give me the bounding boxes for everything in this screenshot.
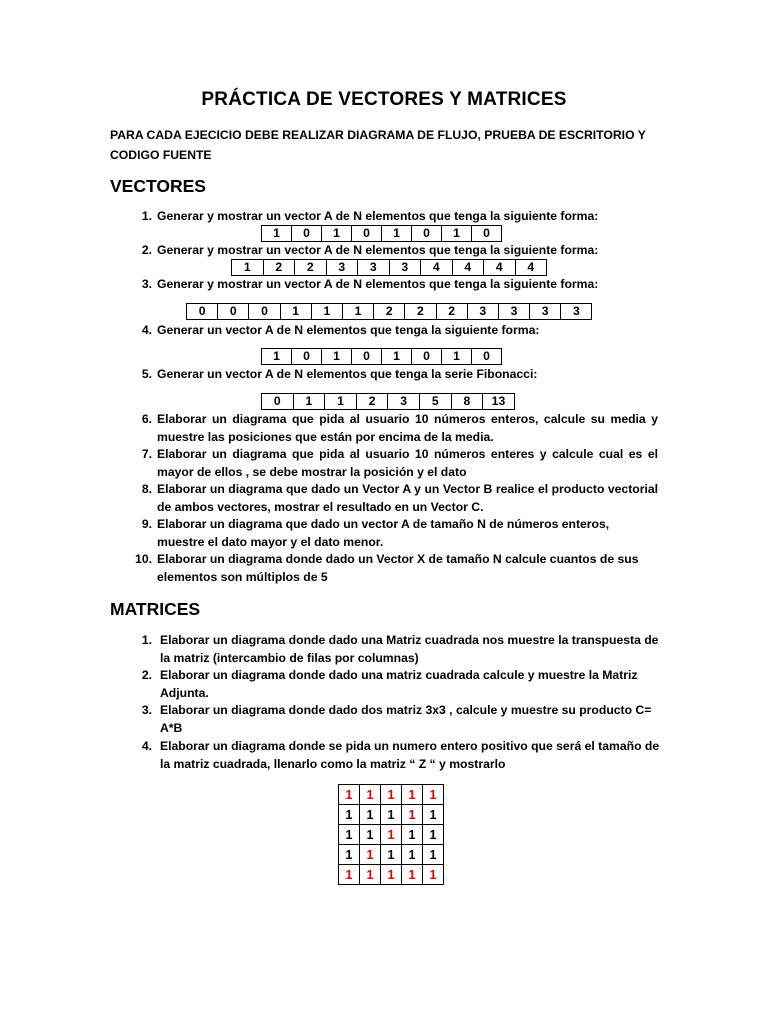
vector-cell: 0 — [412, 226, 442, 242]
matrix-cell: 1 — [381, 825, 402, 845]
item-number: 9. — [141, 517, 152, 531]
matrix-cell: 1 — [360, 805, 381, 825]
item-number: 6. — [141, 412, 152, 426]
vector-5-table — [261, 393, 515, 410]
section-heading-matrices: MATRICES — [110, 599, 201, 619]
matrix-cell: 1 — [360, 825, 381, 845]
matrix-cell: 1 — [423, 805, 444, 825]
vector-cell: 0 — [472, 349, 502, 365]
vector-3-table — [186, 303, 592, 320]
list-item — [130, 242, 658, 260]
vector-cell: 1 — [382, 226, 412, 242]
vector-cell: 2 — [263, 260, 295, 276]
vector-cell: 3 — [467, 304, 498, 320]
vector-cell: 0 — [412, 349, 442, 365]
item-number: 7. — [141, 447, 152, 461]
matrix-cell: 1 — [423, 865, 444, 885]
vector-cell: 4 — [421, 260, 453, 276]
list-item — [130, 208, 658, 226]
list-item — [130, 667, 664, 702]
list-item — [130, 411, 658, 446]
matrix-cell: 1 — [423, 845, 444, 865]
vector-1-table — [261, 225, 502, 242]
list-item — [130, 481, 658, 516]
vector-4-table — [261, 348, 502, 365]
vector-cell: 0 — [352, 226, 382, 242]
vector-cell: 1 — [442, 349, 472, 365]
item-number: 8. — [141, 482, 152, 496]
vector-cell: 2 — [436, 304, 467, 320]
vector-cell: 0 — [352, 349, 382, 365]
item-number: 1. — [141, 633, 152, 647]
vector-cell: 1 — [262, 349, 292, 365]
matrix-cell: 1 — [402, 825, 423, 845]
vector-cell: 8 — [451, 394, 483, 410]
list-item — [130, 366, 658, 384]
vector-cell: 1 — [262, 226, 292, 242]
item-text: Elaborar un diagrama que pida al usuario 10 números enteros, calcule su media y muestre las posiciones que están por encima de la media. — [157, 412, 658, 444]
vector-cell: 1 — [293, 394, 325, 410]
vector-cell: 4 — [452, 260, 484, 276]
item-number: 2. — [141, 243, 152, 257]
vector-cell: 0 — [218, 304, 249, 320]
vector-cell: 5 — [419, 394, 451, 410]
vector-cell: 1 — [280, 304, 311, 320]
vector-cell: 2 — [295, 260, 327, 276]
vector-cell: 0 — [472, 226, 502, 242]
section-heading-vectores: VECTORES — [110, 176, 206, 196]
vector-cell: 1 — [342, 304, 373, 320]
matrix-cell: 1 — [402, 805, 423, 825]
vector-cell: 13 — [483, 394, 515, 410]
vector-cell: 3 — [326, 260, 358, 276]
item-number: 1. — [141, 209, 152, 223]
list-item — [130, 702, 664, 737]
list-item — [130, 276, 658, 294]
list-item — [130, 322, 658, 340]
vector-cell: 2 — [405, 304, 436, 320]
matrix-cell: 1 — [360, 845, 381, 865]
item-text: Generar un vector A de N elementos que tenga la serie Fibonacci: — [157, 367, 538, 381]
vector-cell: 0 — [187, 304, 218, 320]
vector-cell: 4 — [515, 260, 547, 276]
z-matrix-table — [338, 784, 444, 885]
item-text: Generar y mostrar un vector A de N elementos que tenga la siguiente forma: — [157, 209, 599, 223]
list-item — [130, 632, 664, 667]
matrix-cell: 1 — [339, 785, 360, 805]
vector-cell: 0 — [262, 394, 294, 410]
vector-cell: 3 — [358, 260, 390, 276]
vector-cell: 0 — [249, 304, 280, 320]
vector-cell: 0 — [292, 226, 322, 242]
vector-cell: 1 — [325, 394, 357, 410]
item-text: Elaborar un diagrama donde dado un Vector X de tamaño N calcule cuantos de sus elementos son múltiplos de 5 — [157, 552, 639, 584]
matrix-cell: 1 — [360, 865, 381, 885]
vector-cell: 1 — [311, 304, 342, 320]
vector-cell: 1 — [322, 226, 352, 242]
item-text: Elaborar un diagrama donde dado dos matriz 3x3 , calcule y muestre su producto C= A*B — [160, 703, 652, 735]
matrix-cell: 1 — [381, 865, 402, 885]
vector-cell: 1 — [322, 349, 352, 365]
matrix-cell: 1 — [339, 825, 360, 845]
matrix-cell: 1 — [381, 785, 402, 805]
item-text: Elaborar un diagrama que dado un Vector A y un Vector B realice el producto vectorial de ambos vectores, mostrar el resultado en un Vector C. — [157, 482, 658, 514]
vector-cell: 1 — [442, 226, 472, 242]
vector-cell: 1 — [232, 260, 264, 276]
item-text: Generar un vector A de N elementos que tenga la siguiente forma: — [157, 323, 540, 337]
vector-cell: 2 — [356, 394, 388, 410]
list-item — [130, 446, 658, 481]
matrix-cell: 1 — [339, 845, 360, 865]
item-text: Elaborar un diagrama donde dado una matriz cuadrada calcule y muestre la Matriz Adjunta. — [160, 668, 638, 700]
item-text: Elaborar un diagrama que dado un vector A de tamaño N de números enteros, muestre el dato mayor y el dato menor. — [157, 517, 610, 549]
vector-2-table — [231, 259, 547, 276]
list-item — [130, 551, 658, 586]
list-item — [130, 738, 664, 773]
vector-cell: 3 — [561, 304, 592, 320]
matrix-cell: 1 — [381, 805, 402, 825]
vector-cell: 3 — [498, 304, 529, 320]
matrix-cell: 1 — [423, 825, 444, 845]
item-number: 4. — [141, 739, 152, 753]
matrix-cell: 1 — [360, 785, 381, 805]
item-number: 10. — [135, 552, 152, 566]
vector-cell: 4 — [484, 260, 516, 276]
item-text: Elaborar un diagrama donde dado una Matriz cuadrada nos muestre la transpuesta de la matriz (intercambio de filas por columnas) — [160, 633, 659, 665]
item-text: Elaborar un diagrama donde se pida un numero entero positivo que será el tamaño de la matriz cuadrada, llenarlo como la matriz “ Z “ y mostrarlo — [160, 739, 660, 771]
item-number: 5. — [141, 367, 152, 381]
matrix-cell: 1 — [402, 865, 423, 885]
item-number: 3. — [141, 277, 152, 291]
vector-cell: 3 — [388, 394, 420, 410]
matrix-cell: 1 — [402, 845, 423, 865]
vector-cell: 3 — [530, 304, 561, 320]
matrix-cell: 1 — [339, 865, 360, 885]
vector-cell: 3 — [389, 260, 421, 276]
matrix-cell: 1 — [339, 805, 360, 825]
item-text: Generar y mostrar un vector A de N elementos que tenga la siguiente forma: — [157, 277, 599, 291]
item-text: Generar y mostrar un vector A de N elementos que tenga la siguiente forma: — [157, 243, 599, 257]
vector-cell: 2 — [374, 304, 405, 320]
item-number: 4. — [141, 323, 152, 337]
item-number: 3. — [141, 703, 152, 717]
item-number: 2. — [141, 668, 152, 682]
matrix-cell: 1 — [423, 785, 444, 805]
list-item — [130, 516, 658, 551]
page-title: PRÁCTICA DE VECTORES Y MATRICES — [201, 89, 567, 110]
vector-cell: 1 — [382, 349, 412, 365]
matrix-cell: 1 — [381, 845, 402, 865]
matrix-cell: 1 — [402, 785, 423, 805]
item-text: Elaborar un diagrama que pida al usuario 10 números enteres y calcule cual es el mayor de ellos , se debe mostrar la posición y el dato — [157, 447, 658, 479]
intro-text: PARA CADA EJECICIO DEBE REALIZAR DIAGRAMA DE FLUJO, PRUEBA DE ESCRITORIO Y CODIGO FUENTE — [110, 128, 646, 162]
vector-cell: 0 — [292, 349, 322, 365]
